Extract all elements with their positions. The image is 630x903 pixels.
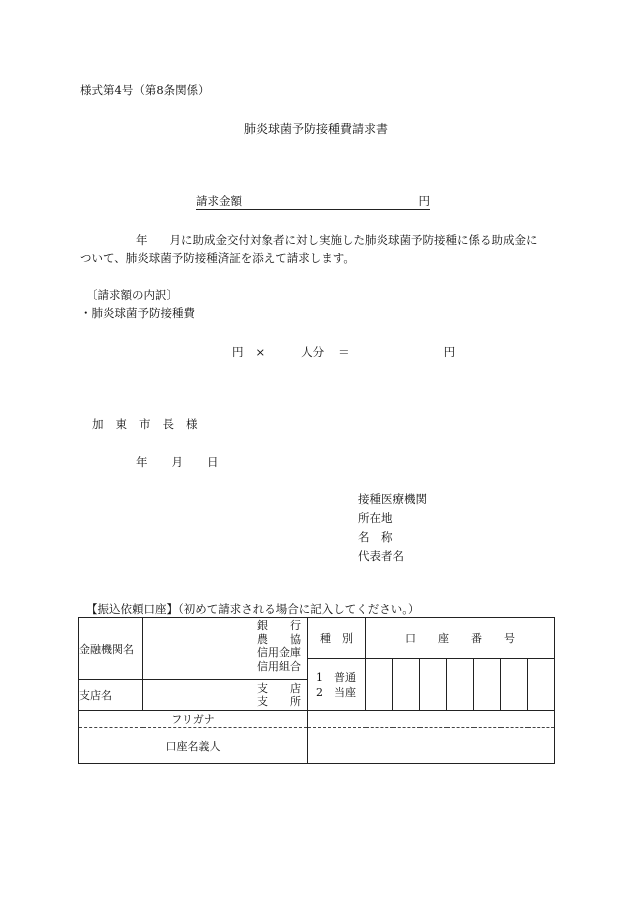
addressee-char: 長: [162, 417, 174, 431]
account-digit-cell[interactable]: [366, 659, 393, 711]
addressee-char: 市: [139, 417, 151, 431]
addressee-char: 東: [115, 417, 127, 431]
account-number-label: 口 座 番 号: [405, 632, 515, 645]
type-option-ordinary[interactable]: 1 普通: [316, 670, 356, 684]
body-line-2: ついて、肺炎球菌予防接種済証を添えて請求します。: [80, 251, 355, 265]
claim-amount-row: [196, 193, 430, 210]
account-digit-cell[interactable]: [393, 659, 420, 711]
claim-amount-unit: 円: [418, 194, 430, 208]
furigana-input-cell[interactable]: [308, 711, 555, 728]
account-number-label-cell: [366, 618, 555, 659]
addressee: [92, 416, 198, 432]
account-holder-label-cell: [79, 728, 308, 764]
account-digit-cell[interactable]: [474, 659, 501, 711]
account-digit-cell[interactable]: [447, 659, 474, 711]
bank-note: （初めて請求される場合に記入してください。）: [178, 602, 420, 616]
body-text-1: 月に助成金交付対象者に対し実施した肺炎球菌予防接種に係る助成金に: [169, 233, 538, 247]
calc-equals: ＝: [338, 345, 350, 359]
furigana-label: フリガナ: [171, 713, 215, 726]
bank-section-heading: [86, 601, 420, 617]
account-holder-label: 口座名義人: [165, 739, 221, 753]
page-title: 肺炎球菌予防接種費請求書: [244, 122, 389, 136]
clinic-field-institution: 接種医療機関: [358, 492, 427, 506]
account-digit-cell[interactable]: [420, 659, 447, 711]
account-digit-cell[interactable]: [528, 659, 555, 711]
date-row: [136, 454, 219, 470]
institution-label-cell: [79, 618, 143, 680]
body-year: 年: [136, 233, 148, 247]
branch-label: 支店名: [79, 689, 112, 702]
institution-type-bank: 銀 行: [257, 619, 301, 632]
calc-yen-1: 円: [232, 345, 244, 359]
addressee-char: 様: [186, 417, 198, 431]
bank-account-table: [78, 617, 555, 764]
institution-type-shinkumi: 信用組合: [257, 659, 301, 673]
type-label: 種 別: [320, 632, 353, 645]
calc-yen-2: 円: [443, 345, 456, 359]
type-label-cell: [308, 618, 366, 659]
type-option-current[interactable]: 2 当座: [316, 685, 356, 699]
clinic-fields: [358, 490, 427, 566]
institution-input-cell[interactable]: [143, 618, 308, 680]
institution-label: 金融機関名: [79, 642, 134, 656]
branch-label-cell: [79, 680, 143, 711]
bank-heading: 【振込依頼口座】: [86, 602, 178, 616]
clinic-field-representative: 代表者名: [358, 549, 404, 563]
breakdown-heading: 〔請求額の内訳〕: [86, 288, 178, 302]
type-options-cell[interactable]: [308, 659, 366, 711]
form-number: 様式第4号（第8条関係）: [80, 83, 210, 97]
account-holder-input-cell[interactable]: [308, 728, 555, 764]
branch-type-branch: 支 店: [257, 681, 301, 695]
calc-times: ×: [255, 345, 266, 359]
clinic-field-name: 名 称: [358, 530, 393, 544]
calc-persons: 人分: [301, 345, 325, 359]
calc-row: [232, 344, 455, 360]
furigana-label-cell: [79, 711, 308, 728]
date-month: 月: [171, 455, 183, 469]
date-day: 日: [207, 455, 219, 469]
breakdown-item: ・肺炎球菌予防接種費: [80, 306, 195, 320]
date-year: 年: [136, 455, 148, 469]
account-digit-cell[interactable]: [501, 659, 528, 711]
body-line-1: [136, 232, 538, 248]
addressee-char: 加: [92, 417, 104, 431]
institution-type-ja: 農 協: [257, 632, 301, 646]
branch-type-office: 支 所: [257, 695, 301, 708]
claim-amount-label: 請求金額: [196, 194, 242, 208]
institution-type-shinkin: 信用金庫: [257, 646, 301, 659]
clinic-field-address: 所在地: [358, 511, 393, 525]
branch-input-cell[interactable]: [143, 680, 308, 711]
